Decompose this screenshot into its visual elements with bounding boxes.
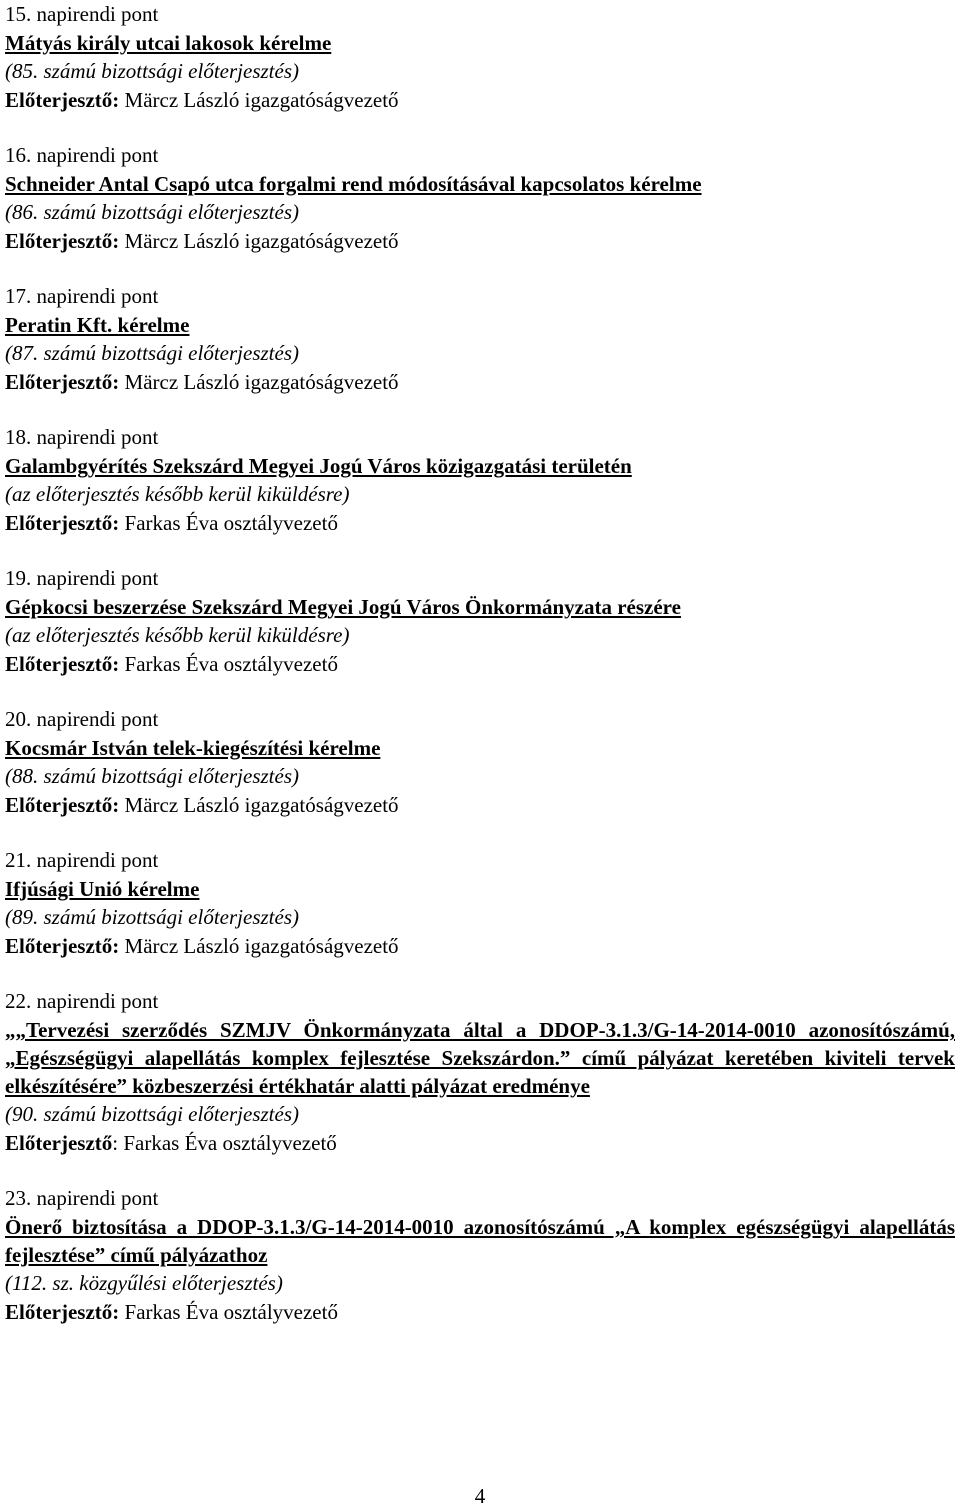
item-note: (az előterjesztés később kerül kiküldésre) xyxy=(5,482,350,506)
presenter-name: Farkas Éva osztályvezető xyxy=(119,652,338,676)
presenter-name: Märcz László igazgatóságvezető xyxy=(119,88,399,112)
agenda-item-17 xyxy=(5,282,955,397)
agenda-item-23 xyxy=(5,1184,955,1327)
item-presenter xyxy=(5,791,955,820)
presenter-name: Farkas Éva osztályvezető xyxy=(119,1300,338,1324)
item-title: Ifjúsági Unió kérelme xyxy=(5,877,200,901)
item-note: (112. sz. közgyűlési előterjesztés) xyxy=(5,1271,283,1295)
item-heading: 22. napirendi pont xyxy=(5,989,159,1013)
presenter-name: Farkas Éva osztályvezető xyxy=(119,511,338,535)
presenter-name: Märcz László igazgatóságvezető xyxy=(119,229,399,253)
agenda-item-22 xyxy=(5,987,955,1158)
agenda-item-15 xyxy=(5,0,955,115)
item-heading: 19. napirendi pont xyxy=(5,566,159,590)
item-title: „„Tervezési szerződés SZMJV Önkormányzata által a DDOP-3.1.3/G-14-2014-0010 azonosítószámú, „Egészségügyi alapellátás komplex fejlesztése Szekszárdon.” című pályázat keretében kiviteli tervek elkészítésére” közbeszerzési értékhatár alatti pályázat eredménye xyxy=(5,1018,955,1098)
presenter-label: Előterjesztő xyxy=(5,1131,113,1155)
item-note: (87. számú bizottsági előterjesztés) xyxy=(5,341,299,365)
item-note: (90. számú bizottsági előterjesztés) xyxy=(5,1102,299,1126)
item-note: (85. számú bizottsági előterjesztés) xyxy=(5,59,299,83)
item-title: Önerő biztosítása a DDOP-3.1.3/G-14-2014-0010 azonosítószámú „A komplex egészségügyi alapellátás fejlesztése” című pályázathoz xyxy=(5,1215,955,1267)
agenda-item-19 xyxy=(5,564,955,679)
presenter-label: Előterjesztő: xyxy=(5,793,120,817)
presenter-label: Előterjesztő: xyxy=(5,88,120,112)
page-number: 4 xyxy=(474,1484,486,1508)
item-title: Schneider Antal Csapó utca forgalmi rend módosításával kapcsolatos kérelme xyxy=(5,172,702,196)
item-title: Mátyás király utcai lakosok kérelme xyxy=(5,31,332,55)
item-heading: 16. napirendi pont xyxy=(5,143,159,167)
item-title: Galambgyérítés Szekszárd Megyei Jogú Város közigazgatási területén xyxy=(5,454,632,478)
presenter-name: : Farkas Éva osztályvezető xyxy=(112,1131,337,1155)
item-presenter xyxy=(5,368,955,397)
item-heading: 20. napirendi pont xyxy=(5,707,159,731)
presenter-label: Előterjesztő: xyxy=(5,934,120,958)
item-presenter xyxy=(5,1298,955,1327)
item-note: (86. számú bizottsági előterjesztés) xyxy=(5,200,299,224)
item-note: (az előterjesztés később kerül kiküldésre) xyxy=(5,623,350,647)
item-title: Gépkocsi beszerzése Szekszárd Megyei Jogú Város Önkormányzata részére xyxy=(5,595,681,619)
agenda-item-20 xyxy=(5,705,955,820)
agenda-document xyxy=(5,0,955,1353)
presenter-name: Märcz László igazgatóságvezető xyxy=(119,370,399,394)
presenter-label: Előterjesztő: xyxy=(5,652,120,676)
presenter-name: Märcz László igazgatóságvezető xyxy=(119,793,399,817)
item-note: (88. számú bizottsági előterjesztés) xyxy=(5,764,299,788)
item-heading: 21. napirendi pont xyxy=(5,848,159,872)
item-heading: 18. napirendi pont xyxy=(5,425,159,449)
presenter-label: Előterjesztő: xyxy=(5,370,120,394)
item-title: Kocsmár István telek-kiegészítési kérelme xyxy=(5,736,381,760)
agenda-item-18 xyxy=(5,423,955,538)
presenter-label: Előterjesztő: xyxy=(5,1300,120,1324)
presenter-label: Előterjesztő: xyxy=(5,511,120,535)
item-heading: 17. napirendi pont xyxy=(5,284,159,308)
item-presenter xyxy=(5,650,955,679)
item-presenter xyxy=(5,1129,955,1158)
item-heading: 15. napirendi pont xyxy=(5,2,159,26)
item-heading: 23. napirendi pont xyxy=(5,1186,159,1210)
agenda-item-21 xyxy=(5,846,955,961)
item-note: (89. számú bizottsági előterjesztés) xyxy=(5,905,299,929)
presenter-label: Előterjesztő: xyxy=(5,229,120,253)
item-presenter xyxy=(5,932,955,961)
presenter-name: Märcz László igazgatóságvezető xyxy=(119,934,399,958)
agenda-item-16 xyxy=(5,141,955,256)
item-presenter xyxy=(5,227,955,256)
item-title: Peratin Kft. kérelme xyxy=(5,313,190,337)
item-presenter xyxy=(5,509,955,538)
item-presenter xyxy=(5,86,955,115)
